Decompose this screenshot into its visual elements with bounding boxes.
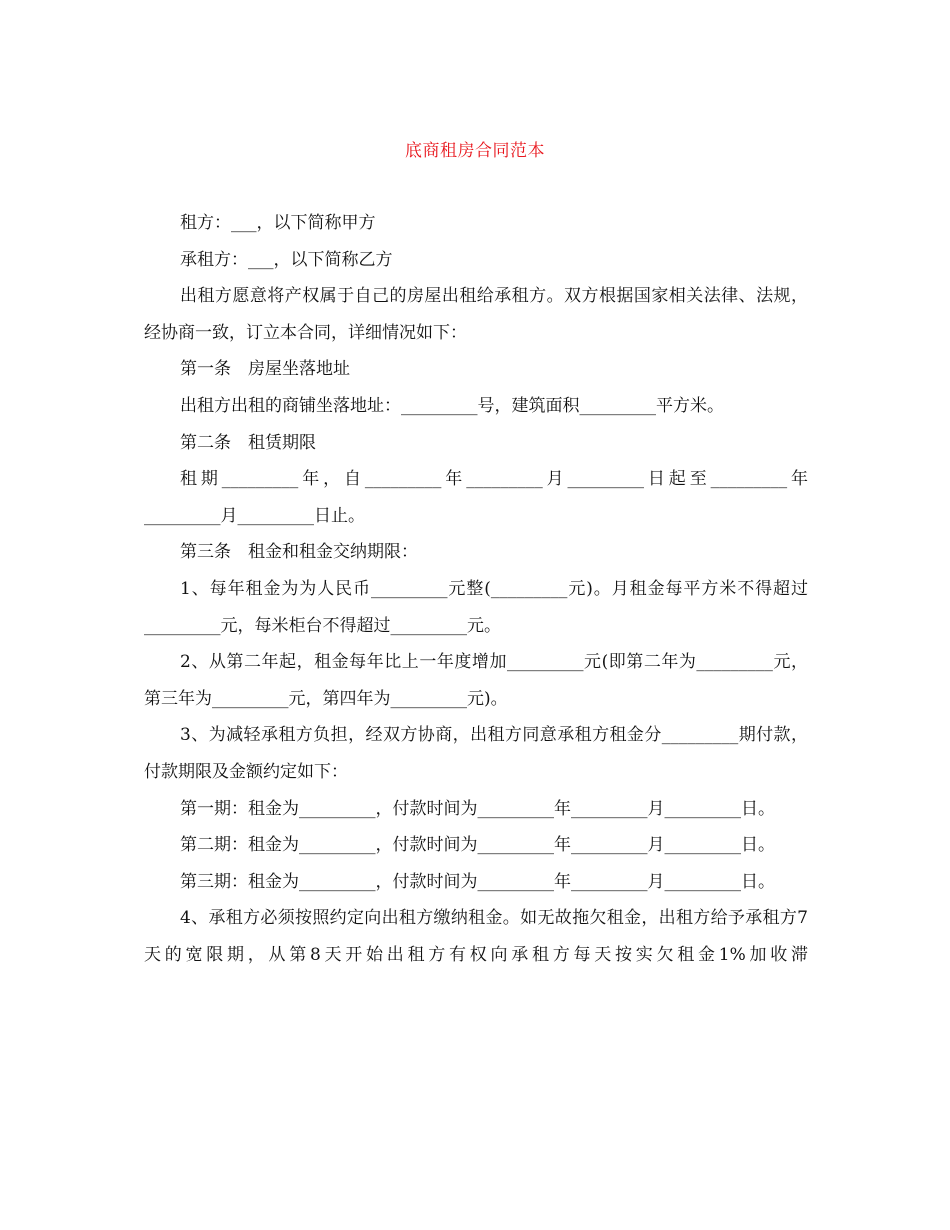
paragraph-rent-1: 1、每年租金为为人民币_________元整(_________元)。月租金每平方米不得超过_________元，每米柜台不得超过_________元。 [144,578,808,636]
paragraph-intro: 出租方愿意将产权属于自己的房屋出租给承租方。双方根据国家相关法律、法规，经协商一致，订立本合同，详细情况如下： [144,286,808,343]
paragraph-installment-3: 第三期：租金为_________，付款时间为_________年_________月_________日。 [180,871,775,892]
document-title: 底商租房合同范本 [405,141,545,161]
paragraph-address: 出租方出租的商铺坐落地址：_________号，建筑面积_________平方米。 [180,395,724,416]
paragraph-installment-1: 第一期：租金为_________，付款时间为_________年_________月_________日。 [180,798,775,819]
article-2-heading: 第二条 租赁期限 [180,432,316,453]
paragraph-rent-4: 4、承租方必须按照约定向出租方缴纳租金。如无故拖欠租金，出租方给予承租方7天的宽限期，从第8天开始出租方有权向承租方每天按实欠租金1%加收滞 [144,908,808,965]
paragraph-rent-3: 3、为减轻承租方负担，经双方协商，出租方同意承租方租金分_________期付款，付款期限及金额约定如下： [144,725,808,782]
article-1-heading: 第一条 房屋坐落地址 [180,359,350,380]
document-body [144,205,808,973]
article-3-heading: 第三条 租金和租金交纳期限： [180,542,418,563]
paragraph-lessor: 租方：___，以下简称甲方 [180,213,376,233]
paragraph-term: 租期_________年，自_________年_________月_________日起至_________年_________月_________日止。 [144,469,808,526]
paragraph-installment-2: 第二期：租金为_________，付款时间为_________年_________月_________日。 [180,835,775,856]
paragraph-rent-2: 2、从第二年起，租金每年比上一年度增加_________元(即第二年为_________元，第三年为_________元，第四年为_________元)。 [144,652,808,709]
paragraph-lessee: 承租方：___，以下简称乙方 [180,249,393,270]
